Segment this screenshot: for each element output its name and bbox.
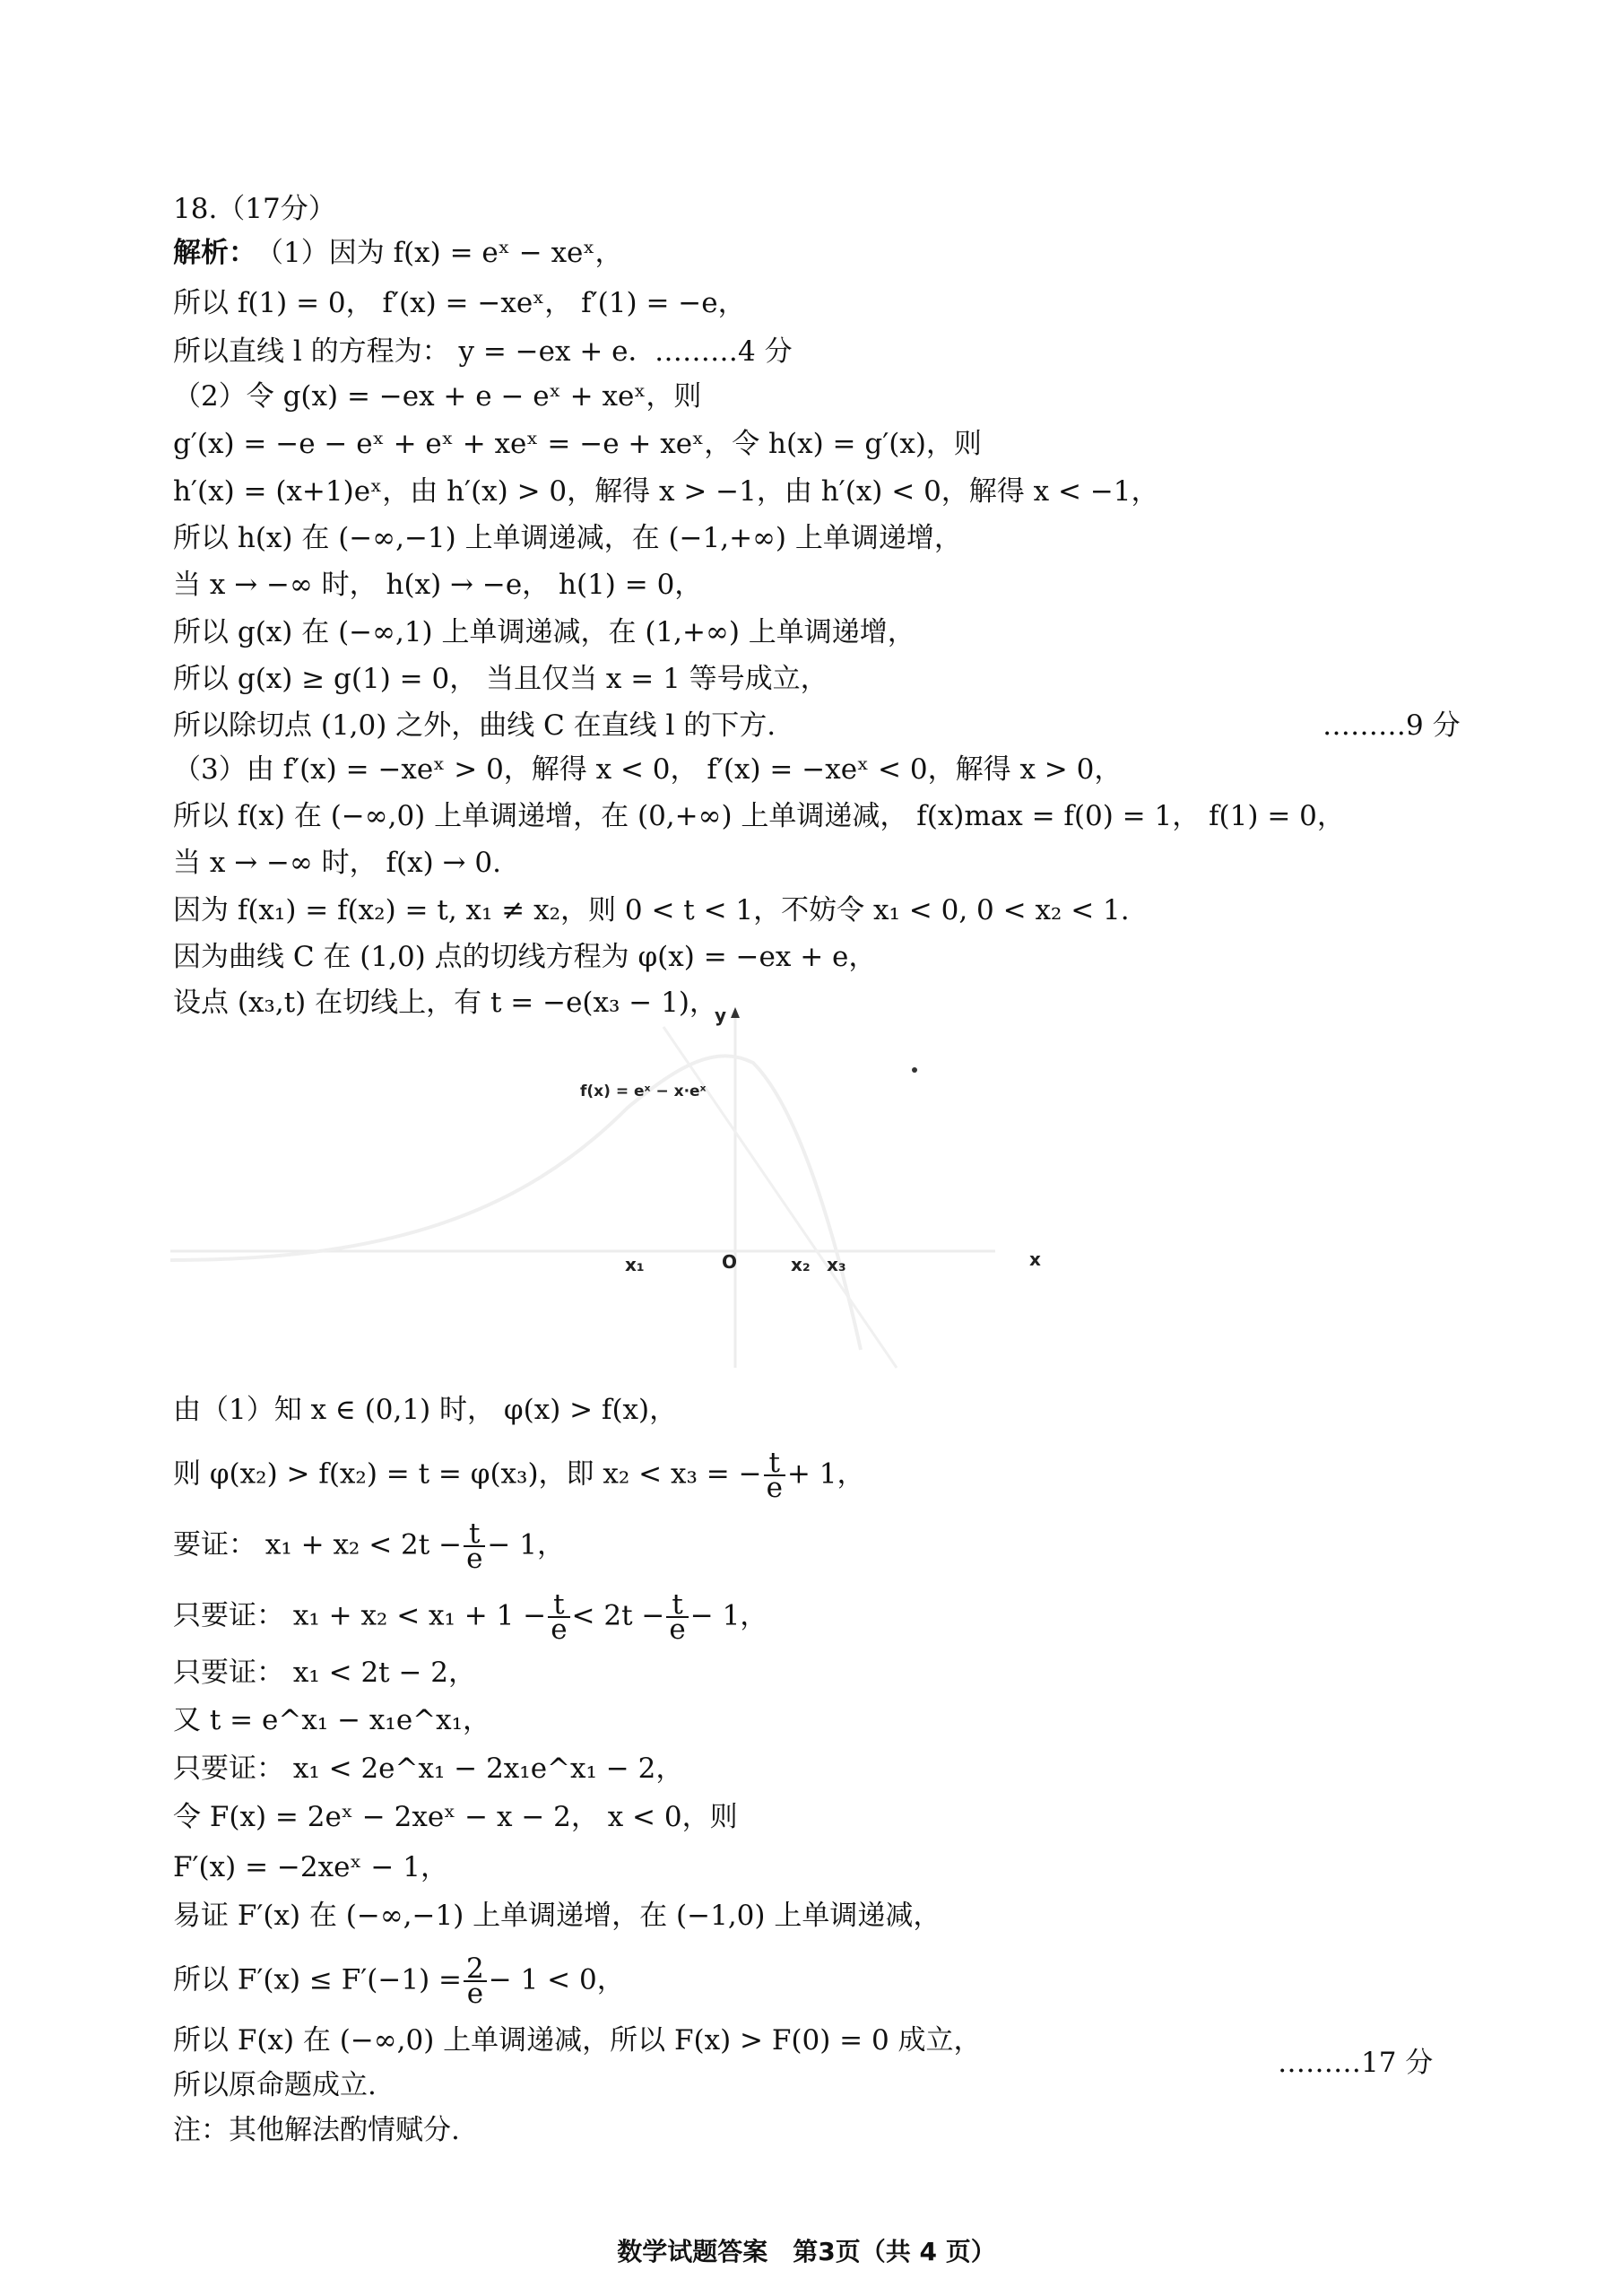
part2-line7: 所以 g(x) ≥ g(1) = 0， 当且仅当 x = 1 等号成立， xyxy=(173,663,828,695)
frac-den: e xyxy=(766,1472,783,1504)
part3b-line8: 令 F(x) = 2eˣ − 2xeˣ − x − 2， x < 0，则 xyxy=(173,1801,738,1833)
fraction-t-over-e xyxy=(764,1447,785,1504)
part3b-line4-c: − 1， xyxy=(689,1599,768,1632)
part3-line3: 当 x → −∞ 时， f(x) → 0. xyxy=(173,847,501,879)
frac-num: t xyxy=(548,1593,569,1618)
part2-line3: h′(x) = (x+1)eˣ，由 h′(x) > 0，解得 x > −1，由 h′(x) < 0，解得 x < −1， xyxy=(173,475,1159,508)
part2-line1: （2）令 g(x) = −ex + e − eˣ + xeˣ，则 xyxy=(173,380,702,413)
part3b-line3-b: − 1， xyxy=(487,1528,565,1561)
frac-num: t xyxy=(666,1593,688,1618)
analysis-label: 解析： xyxy=(173,237,256,269)
frac-den: e xyxy=(551,1613,568,1646)
part3b-line4-b: < 2t − xyxy=(571,1599,665,1632)
graph-x-label: x xyxy=(1029,1248,1041,1270)
curve-f xyxy=(170,1056,861,1350)
graph-y-label: y xyxy=(715,1004,727,1026)
part3-line5: 因为曲线 C 在 (1,0) 点的切线方程为 φ(x) = −ex + e， xyxy=(173,941,877,973)
part3-line2: 所以 f(x) 在 (−∞,0) 上单调递增，在 (0,+∞) 上单调递减， f(x)max = f(0) = 1， f(1) = 0， xyxy=(173,800,1345,832)
fraction-t-over-e xyxy=(464,1518,485,1575)
y-arrow-icon xyxy=(731,1007,740,1018)
frac-num: t xyxy=(764,1451,785,1476)
graph-x1-label: x₁ xyxy=(625,1254,645,1275)
part3b-line10: 易证 F′(x) 在 (−∞,−1) 上单调递增，在 (−1,0) 上单调递减， xyxy=(173,1900,941,1932)
part3-line6: 设点 (x₃,t) 在切线上，有 t = −e(x₃ − 1)， xyxy=(173,987,717,1019)
frac-num: 2 xyxy=(464,1957,487,1982)
part3-line4: 因为 f(x₁) = f(x₂) = t, x₁ ≠ x₂，则 0 < t < 1，不妨令 x₁ < 0, 0 < x₂ < 1. xyxy=(173,894,1130,926)
part2-line8: 所以除切点 (1,0) 之外，曲线 C 在直线 l 的下方. xyxy=(173,709,776,742)
part2-line6: 所以 g(x) 在 (−∞,1) 上单调递减，在 (1,+∞) 上单调递增， xyxy=(173,616,915,648)
part3-line1: （3）由 f′(x) = −xeˣ > 0，解得 x < 0， f′(x) = −xeˣ < 0，解得 x > 0， xyxy=(173,753,1123,786)
fraction-2-over-e xyxy=(464,1952,487,2010)
part1-line2: 所以 f(1) = 0， f′(x) = −xeˣ， f′(1) = −e， xyxy=(173,287,746,319)
fraction-t-over-e xyxy=(666,1588,688,1646)
part3b-line9: F′(x) = −2xeˣ − 1， xyxy=(173,1851,448,1883)
frac-num: t xyxy=(464,1522,485,1547)
graph-origin-label: O xyxy=(722,1251,738,1273)
part3b-line4-a: 只要证： x₁ + x₂ < x₁ + 1 − xyxy=(173,1599,547,1632)
tangent-line xyxy=(663,1027,897,1368)
part1-line3: 所以直线 l 的方程为： y = −ex + e． xyxy=(173,335,656,368)
part3b-line1: 由（1）知 x ∈ (0,1) 时， φ(x) > f(x)， xyxy=(173,1394,678,1426)
part3b-line7: 只要证： x₁ < 2e^x₁ − 2x₁e^x₁ − 2， xyxy=(173,1752,684,1785)
note: 注：其他解法酌情赋分. xyxy=(173,2114,460,2146)
part3b-line4 xyxy=(173,1588,768,1646)
part3b-line2 xyxy=(173,1447,865,1504)
part2-line5: 当 x → −∞ 时， h(x) → −e， h(1) = 0， xyxy=(173,569,703,601)
part3b-line3 xyxy=(173,1518,565,1575)
problem-header: 18.（17分） xyxy=(173,193,336,225)
part3b-line5: 只要证： x₁ < 2t − 2， xyxy=(173,1657,477,1689)
part3b-line12: 所以 F(x) 在 (−∞,0) 上单调递减，所以 F(x) > F(0) = 0 成立， xyxy=(173,2024,982,2057)
graph-x3-label: x₃ xyxy=(827,1254,846,1275)
part1-line1: （1）因为 f(x) = eˣ − xeˣ， xyxy=(256,237,623,269)
part3b-line2-a: 则 φ(x₂) > f(x₂) = t = φ(x₃)，即 x₂ < x₃ = − xyxy=(173,1457,762,1491)
graph-x2-label: x₂ xyxy=(791,1254,811,1275)
frac-den: e xyxy=(466,1543,483,1575)
part3b-line11-a: 所以 F′(x) ≤ F′(−1) = xyxy=(173,1963,463,1996)
frac-den: e xyxy=(466,1978,484,2010)
score-4: ………4 分 xyxy=(655,335,793,368)
frac-den: e xyxy=(669,1613,686,1646)
graph-curve-label: f(x) = eˣ − x·eˣ xyxy=(580,1083,707,1100)
part3b-line11 xyxy=(173,1952,625,2010)
score-17: ………17 分 xyxy=(1278,2047,1434,2079)
point-mark xyxy=(912,1067,917,1073)
function-graph xyxy=(161,991,1058,1377)
part3b-line11-b: − 1 < 0， xyxy=(488,1963,625,1996)
fraction-t-over-e xyxy=(548,1588,569,1646)
part3b-line3-a: 要证： x₁ + x₂ < 2t − xyxy=(173,1528,463,1561)
part3b-line13: 所以原命题成立. xyxy=(173,2069,377,2101)
part2-line2: g′(x) = −e − eˣ + eˣ + xeˣ = −e + xeˣ，令 h(x) = g′(x)，则 xyxy=(173,428,982,460)
part2-line4: 所以 h(x) 在 (−∞,−1) 上单调递减，在 (−1,+∞) 上单调递增， xyxy=(173,522,962,554)
score-9: ………9 分 xyxy=(1322,709,1461,742)
page-footer: 数学试题答案 第3页（共 4 页） xyxy=(617,2237,996,2266)
part3b-line6: 又 t = e^x₁ − x₁e^x₁， xyxy=(173,1704,491,1736)
part3b-line2-b: + 1， xyxy=(786,1457,865,1491)
